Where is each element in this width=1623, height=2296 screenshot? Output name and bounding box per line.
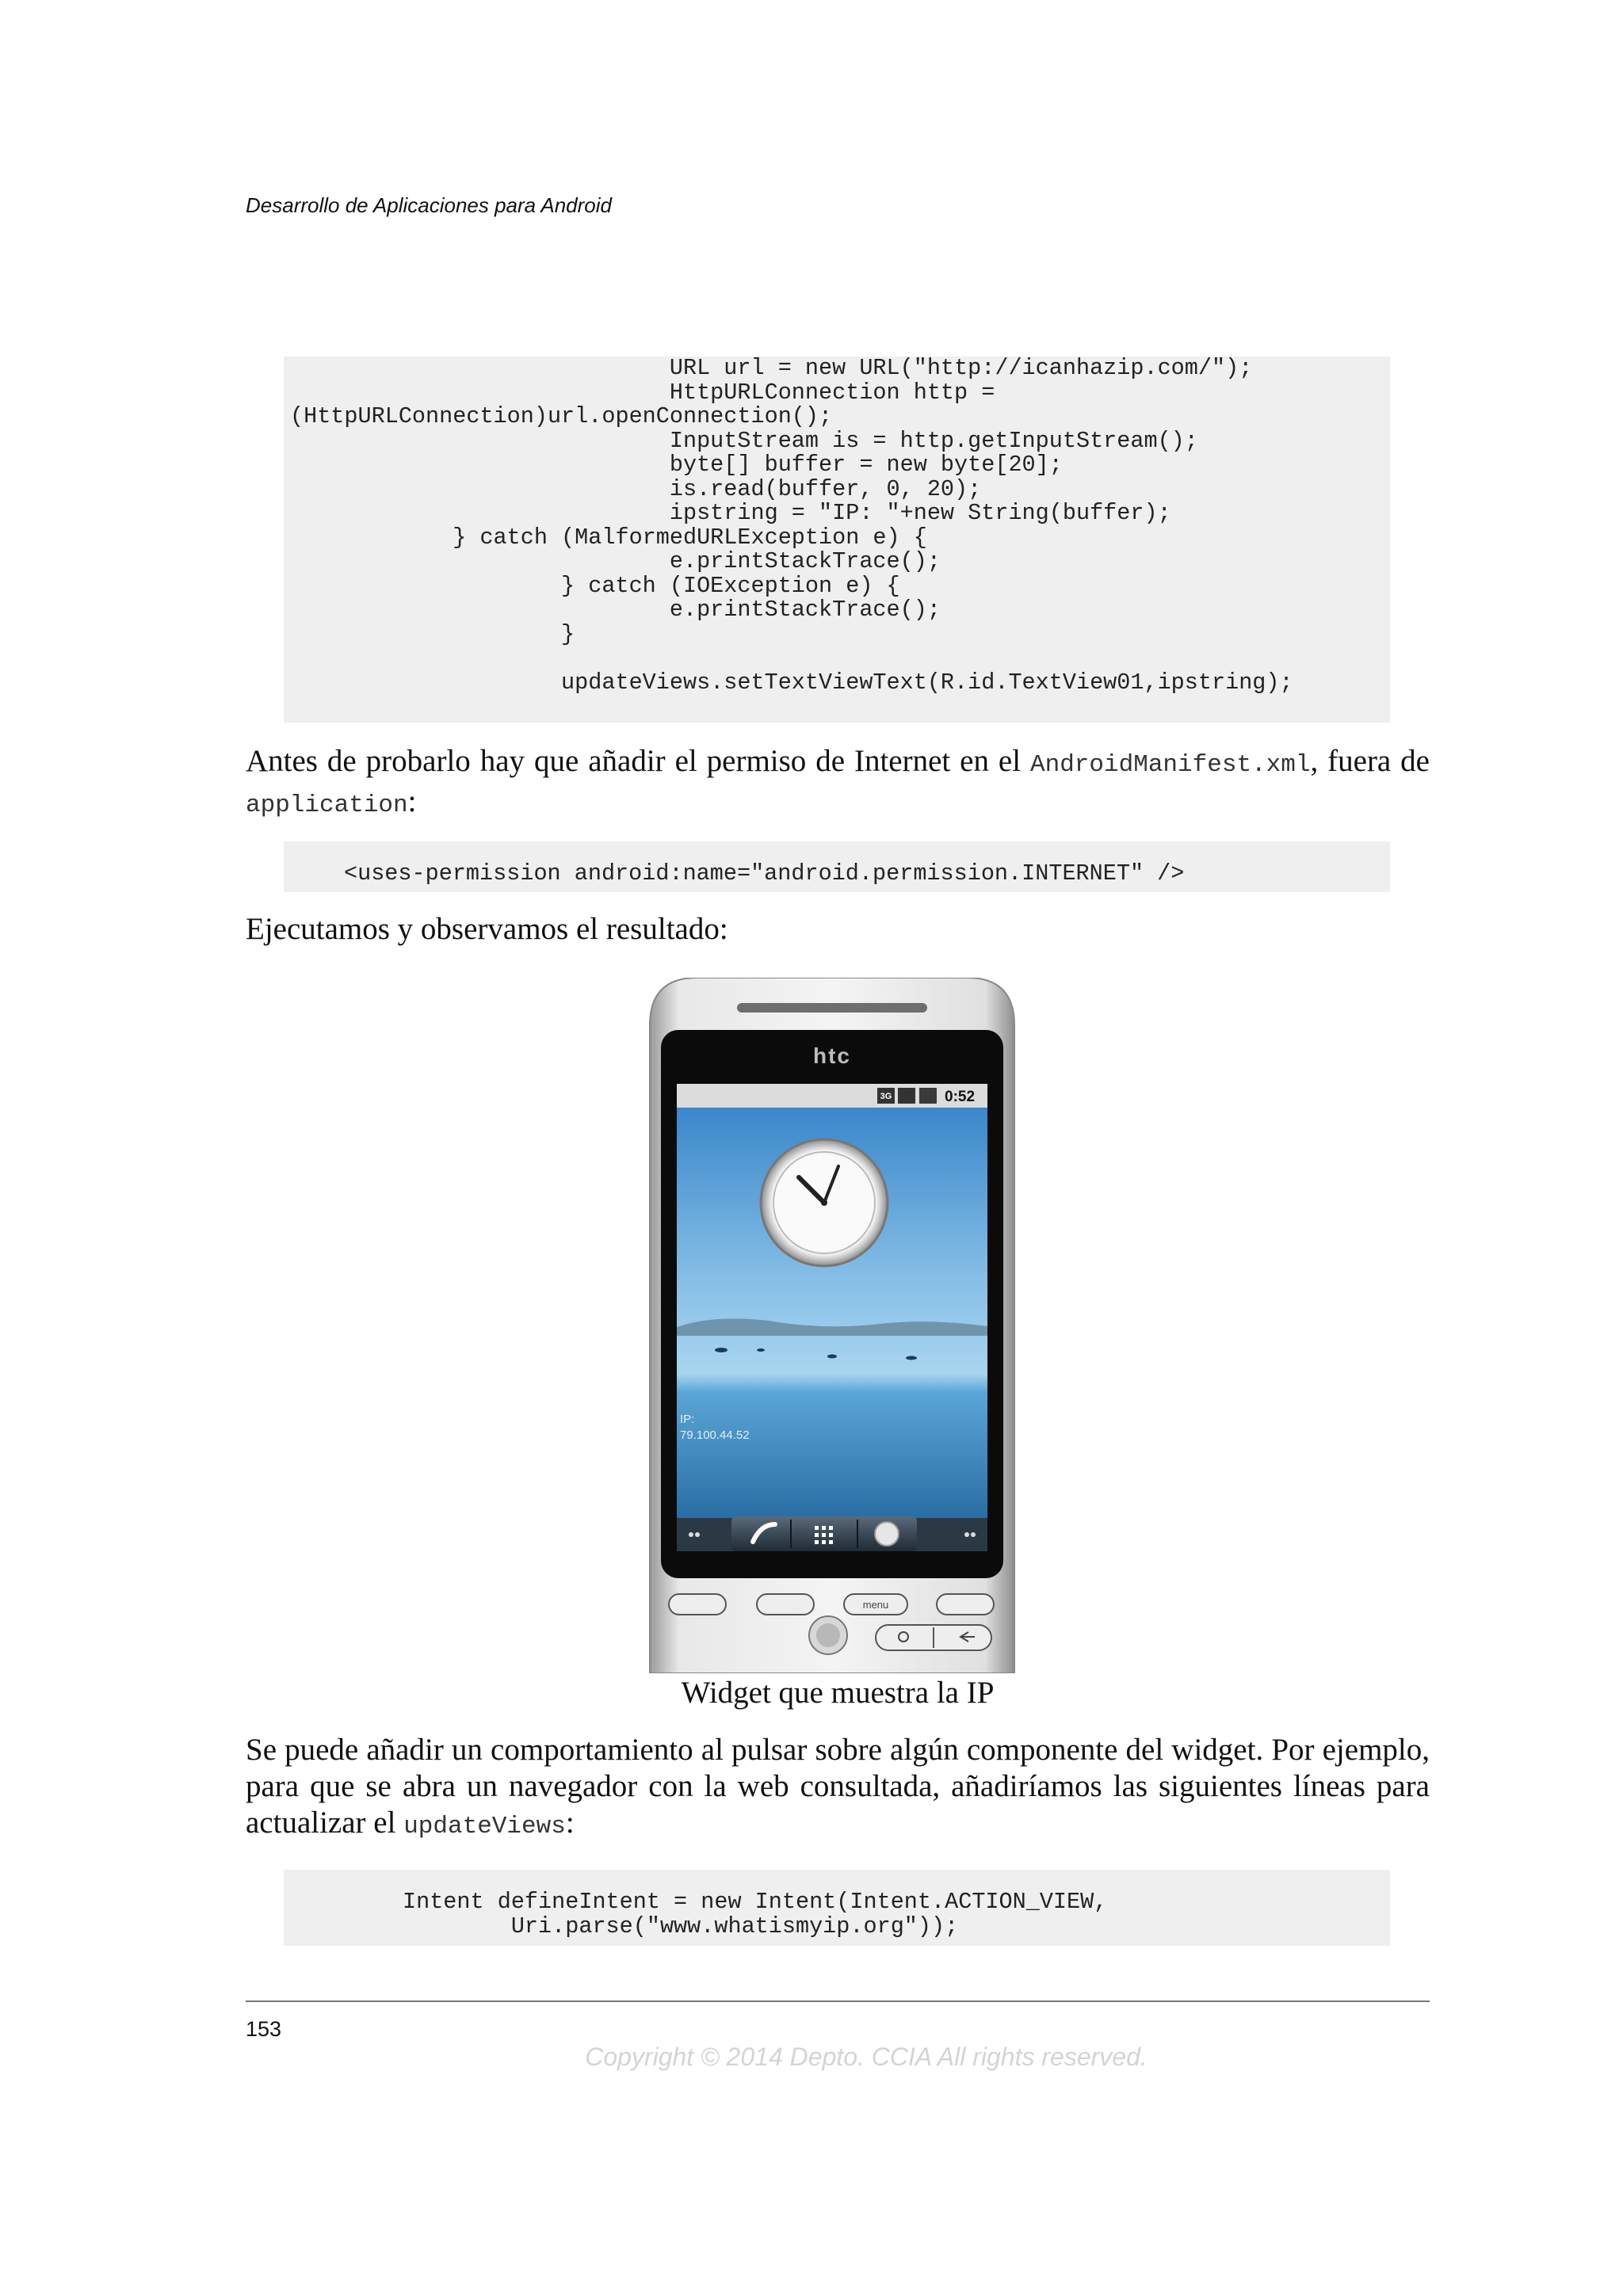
dots-icon — [689, 1532, 693, 1537]
code-line — [290, 646, 1390, 671]
code-line: e.printStackTrace(); — [290, 597, 941, 623]
inline-code-application: application — [246, 791, 408, 819]
dots-icon — [964, 1532, 969, 1537]
end-call-button — [937, 1594, 994, 1615]
paragraph-text: Se puede añadir un comportamiento al pulsar sobre algún componente del widget. Por ejemplo, para que se abra un navegador con la web consultada, añadiríamos las siguientes líneas para actualizar el — [246, 1733, 1430, 1840]
signal-icon — [898, 1088, 915, 1104]
inline-code-manifest: AndroidManifest.xml — [1030, 751, 1311, 779]
paragraph-permission — [246, 743, 1430, 824]
paragraph-text: , fuera de — [1310, 744, 1430, 778]
code-line: } catch (MalformedURLException e) { — [290, 524, 927, 551]
copyright-notice: Copyright © 2014 Depto. CCIA All rights reserved. — [585, 2042, 1148, 2071]
browser-icon — [875, 1522, 899, 1546]
code-line: } — [290, 620, 575, 647]
paragraph-behaviour — [246, 1732, 1430, 1845]
paragraph-text: : — [565, 1806, 575, 1840]
inline-code-updateviews: updateViews — [403, 1813, 566, 1840]
widget-ip-value: 79.100.44.52 — [680, 1428, 750, 1442]
code-line: URL url = new URL("http://icanhazip.com/"); — [290, 357, 1253, 381]
home-button — [757, 1594, 814, 1615]
battery-icon — [919, 1088, 937, 1104]
figure-caption: Widget que muestra la IP — [681, 1676, 995, 1710]
menu-key-label: menu — [862, 1599, 889, 1611]
rock — [906, 1356, 917, 1360]
code-line: is.read(buffer, 0, 20); — [290, 475, 982, 502]
paragraph-text: Antes de probarlo hay que añadir el permiso de Internet en el — [246, 744, 1030, 778]
code-line: Uri.parse("www.whatismyip.org")); — [403, 1913, 959, 1939]
code-line: } catch (IOException e) { — [290, 572, 900, 599]
status-time: 0:52 — [945, 1089, 976, 1105]
code-line: (HttpURLConnection)url.openConnection(); — [290, 403, 833, 429]
rock — [715, 1348, 727, 1352]
code-line: e.printStackTrace(); — [290, 548, 941, 574]
widget-ip-label: IP: — [680, 1413, 695, 1426]
launcher-grid-icon — [815, 1526, 833, 1544]
code-line: <uses-permission android:name="android.permission.INTERNET" /> — [344, 860, 1185, 887]
status-bar — [677, 1084, 987, 1108]
code-block-http-request — [284, 357, 1390, 723]
code-line: Intent defineIntent = new Intent(Intent.ACTION_VIEW, — [403, 1889, 1108, 1915]
code-block-permission — [284, 841, 1390, 892]
footer-rule — [246, 2000, 1430, 2002]
brand-logo: htc — [813, 1043, 851, 1068]
code-line: InputStream is = http.getInputStream(); — [290, 427, 1198, 454]
rock — [757, 1348, 765, 1352]
code-line: HttpURLConnection http = — [290, 379, 995, 406]
code-line: byte[] buffer = new byte[20]; — [290, 452, 1063, 478]
code-line: ipstring = "IP: "+new String(buffer); — [290, 500, 1171, 526]
rock — [827, 1355, 837, 1359]
paragraph-result: Ejecutamos y observamos el resultado: — [246, 912, 728, 946]
call-button — [669, 1594, 726, 1615]
code-block-intent — [284, 1870, 1390, 1946]
network-type: 3G — [880, 1092, 892, 1101]
earpiece — [737, 1003, 927, 1013]
page-number: 153 — [246, 2017, 282, 2041]
phone-screenshot-figure — [642, 978, 1022, 1673]
paragraph-text: : — [407, 784, 417, 818]
running-header: Desarrollo de Aplicaciones para Android — [246, 193, 612, 217]
code-line: updateViews.setTextViewText(R.id.TextView01,ipstring); — [290, 669, 1293, 696]
